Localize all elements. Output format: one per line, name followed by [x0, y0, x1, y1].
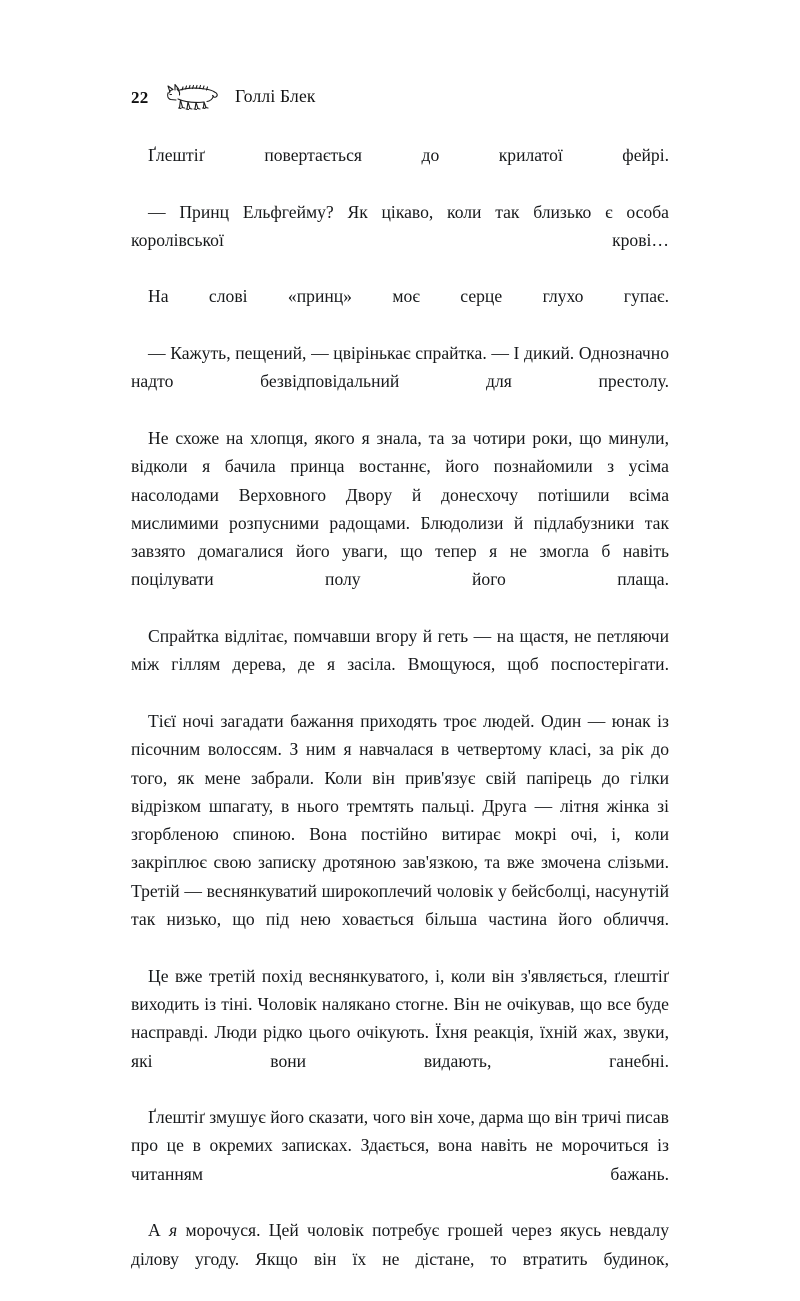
paragraph-prefix: А: [148, 1220, 170, 1241]
paragraph: Ґлештіґ повертається до крилатої фейрі.: [148, 145, 669, 165]
running-head-author: Голлі Блек: [235, 86, 316, 107]
body-text: [131, 141, 669, 1301]
paragraph: На слові «принц» моє серце глухо гупає.: [148, 286, 669, 307]
paragraph: — Принц Ельфгейму? Як цікаво, коли так близько є особа королівської крові…: [131, 201, 669, 250]
paragraph: Це вже третій похід веснянкуватого, і, коли він з'являється, ґлештіґ виходить із тіні. Чоловік налякано стогне. Він не очікував, що все буде насправді. Люди рідко цього очікують. Їхня реакція, їхній жах, звуки, які вони видають, ганебні.: [131, 965, 669, 1071]
paragraph: Спрайтка відлітає, помчавши вгору й геть — на щастя, не петляючи між гіллям дерева, де я засіла. Вмощуюся, щоб поспостерігати.: [131, 626, 669, 675]
page-number: 22: [131, 87, 149, 107]
paragraph: Ґлештіґ змушує його сказати, чого він хоче, дарма що він тричі писав про це в окремих записках. Здається, вона навіть не морочиться із читанням бажань.: [131, 1107, 669, 1184]
horned-beast-ornament-icon: [165, 81, 221, 113]
paragraph-with-emphasis: [131, 1216, 669, 1301]
paragraph: Не схоже на хлопця, якого я знала, та за чотири роки, що минули, відколи я бачила принца востаннє, його познайомили з усіма насолодами Верховного Двору й донесхочу потішили всіма мислимими розпусними радощами. Блюдолизи й підлабузники так завзято домагалися його уваги, що тепер я не змогла б навіть поцілувати полу його плаща.: [131, 427, 669, 590]
paragraph: — Кажуть, пещений, — цвірінькає спрайтка. — І дикий. Однозначно надто безвідповідальний для престолу.: [131, 343, 669, 392]
running-head: [131, 80, 669, 114]
emphasized-word: я: [169, 1220, 178, 1241]
paragraph: Тієї ночі загадати бажання приходять троє людей. Один — юнак із пісочним волоссям. З ним я навчалася в четвертому класі, за рік до того, як мене забрали. Коли він прив'язує свій папірець до гілки відрізком шпагату, в нього тремтять пальці. Друга — літня жінка зі згорбленою спиною. Вона постійно витирає мокрі очі, і, коли закріплює свою записку дротяною зав'язкою, та вже змочена слізьми. Третій — веснянкуватий широкоплечий чоловік у бейсболці, насунутій так низько, що під нею ховається більша частина його обличчя.: [131, 710, 669, 930]
paragraph-suffix: морочуся. Цей чоловік потребує грошей через якусь невдалу ділову угоду. Якщо він їх не дістане, то втратить будинок,: [131, 1220, 669, 1269]
